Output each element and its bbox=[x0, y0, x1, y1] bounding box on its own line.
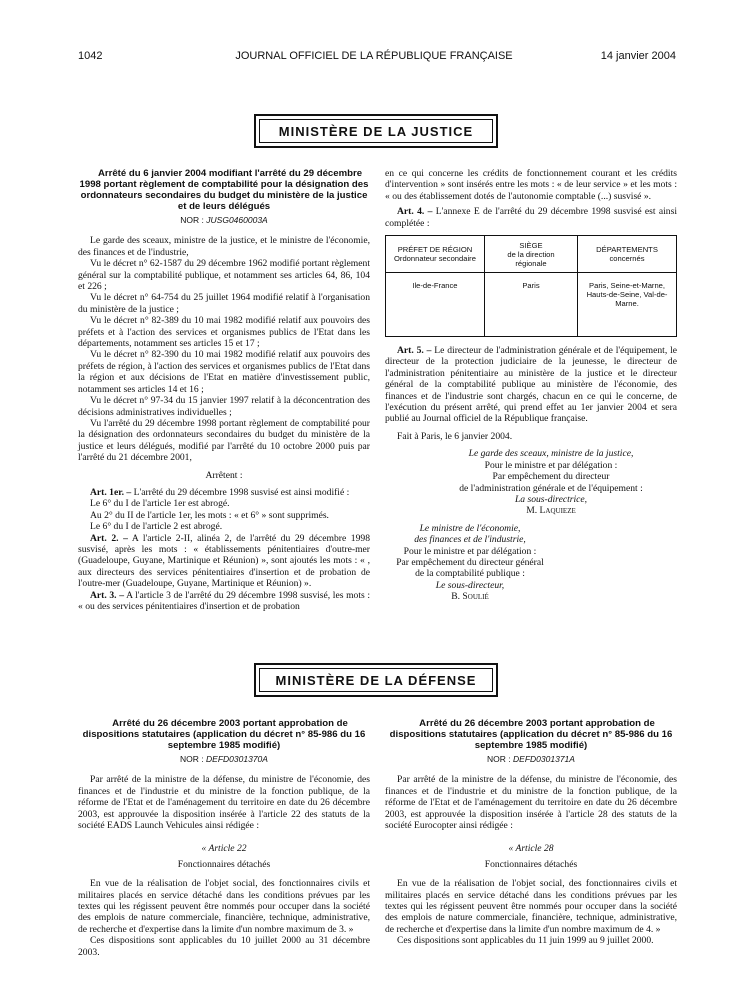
table-cell: Paris bbox=[484, 273, 577, 337]
defense-right-nor: NOR : DEFD0301371A bbox=[487, 754, 575, 764]
signature-line: de l'administration générale et de l'équipement : bbox=[459, 482, 643, 494]
justice-decree-title: Arrêté du 6 janvier 2004 modifiant l'arrêté du 29 décembre 1998 portant règlement de comptabilité pour la désignation des ordonnateurs secondaires du budget du ministère de la justice et de leurs délégués bbox=[79, 168, 369, 212]
article-1-item: Au 2° du II de l'article 1er, les mots : « et 6° » sont supprimés. bbox=[90, 509, 329, 521]
defense-right-subtitle: Fonctionnaires détachés bbox=[484, 858, 578, 870]
annexe-table bbox=[385, 235, 677, 337]
signature-line: Par empêchement du directeur bbox=[492, 471, 610, 483]
article-2: Art. 2. – A l'article 2-II, alinéa 2, de l'arrêté du 29 décembre 1998 susvisé, après les mots : « établissements pénitentiaires d'outre-mer (Guadeloupe, Guyane, Martinique et Réunion) », sont ajoutés les mots : « , aux directeurs des services pénitentiaires d'insertion et de probation de l'outre-mer (Guadeloupe, Guyane, Martinique et Réunion) ». bbox=[78, 532, 370, 590]
signature-line: Le ministre de l'économie, bbox=[419, 522, 521, 534]
article-1-item: Le 6° du I de l'article 2 est abrogé. bbox=[90, 521, 223, 533]
signature-line: Par empêchement du directeur général bbox=[396, 556, 544, 568]
justice-nor: NOR : JUSG0460003A bbox=[180, 215, 268, 225]
arretent-label: Arrêtent : bbox=[205, 469, 243, 481]
justice-left-column bbox=[78, 168, 370, 612]
table-header: PRÉFET DE RÉGION Ordonnateur secondaire bbox=[386, 236, 485, 273]
issue-date: 14 janvier 2004 bbox=[600, 50, 676, 62]
defense-left-title: Arrêté du 26 décembre 2003 portant approbation de dispositions statutaires (application du décret n° 85-986 du 16 septembre 1985 modifié) bbox=[82, 718, 366, 751]
defense-right-article: « Article 28 bbox=[508, 843, 554, 855]
page-number: 1042 bbox=[78, 50, 103, 62]
defense-left-subtitle: Fonctionnaires détachés bbox=[177, 858, 271, 870]
journal-title: JOURNAL OFFICIEL DE LA RÉPUBLIQUE FRANÇAISE bbox=[235, 50, 513, 62]
defense-right-column bbox=[385, 718, 677, 947]
ministry-defense-box bbox=[254, 663, 498, 697]
ministry-justice-box bbox=[254, 114, 498, 148]
justice-para: Vu le décret n° 97-34 du 15 janvier 1997 relatif à la déconcentration des décisions administratives individuelles ; bbox=[78, 395, 370, 418]
article-3-continuation: en ce qui concerne les crédits de fonctionnement courant et les crédits d'intervention » sont insérés entre les mots : « de leur service » et les mots : « ou des établissement dotés de l'autonomie comptable (...) susvisé ». bbox=[385, 168, 677, 202]
table-header: SIÈGE de la direction régionale bbox=[484, 236, 577, 273]
signature-line: des finances et de l'industrie, bbox=[414, 534, 526, 546]
defense-right-title: Arrêté du 26 décembre 2003 portant approbation de dispositions statutaires (application du décret n° 85-986 du 16 septembre 1985 modifié) bbox=[389, 718, 673, 751]
justice-para: Vu le décret n° 62-1587 du 29 décembre 1962 modifié portant règlement général sur la comptabilité publique, et notamment ses articles 64, 86, 104 et 226 ; bbox=[78, 258, 370, 293]
signature-block-finances bbox=[385, 523, 555, 603]
defense-left-nor: NOR : DEFD0301370A bbox=[180, 754, 268, 764]
justice-para: Vu le décret n° 64-754 du 25 juillet 1964 modifié relatif à l'organisation du ministère de la justice ; bbox=[78, 292, 370, 315]
signature-line: Le garde des sceaux, ministre de la justice, bbox=[468, 448, 634, 460]
defense-left-dates: Ces dispositions sont applicables du 10 juillet 2000 au 31 décembre 2003. bbox=[78, 935, 370, 958]
signature-line: Pour le ministre et par délégation : bbox=[484, 459, 618, 471]
signature-block-justice bbox=[385, 448, 677, 516]
defense-left-column bbox=[78, 718, 370, 958]
signature-line: Le sous-directeur, bbox=[435, 579, 505, 591]
ministry-justice-label: MINISTÈRE DE LA JUSTICE bbox=[278, 123, 474, 139]
defense-left-intro: Par arrêté de la ministre de la défense, du ministre de l'économie, des finances et de l'industrie et du ministre de la fonction publique, de la réforme de l'Etat et de l'aménagement du territoire en date du 26 décembre 2003, est approuvée la disposition insérée à l'article 22 des statuts de la société EADS Launch Vehicules ainsi rédigée : bbox=[78, 774, 370, 832]
signature-line: de la comptabilité publique : bbox=[415, 568, 525, 580]
signature-line: Pour le ministre et par délégation : bbox=[403, 545, 537, 557]
signature-line: La sous-directrice, bbox=[514, 493, 588, 505]
article-1: Art. 1er. – L'arrêté du 29 décembre 1998 susvisé est ainsi modifié : bbox=[90, 486, 350, 498]
defense-left-article: « Article 22 bbox=[201, 843, 247, 855]
article-1-item: Le 6° du I de l'article 1er est abrogé. bbox=[90, 498, 230, 510]
justice-right-column bbox=[385, 168, 677, 603]
table-cell: Ile-de-France bbox=[386, 273, 485, 337]
table-header: DÉPARTEMENTS concernés bbox=[578, 236, 677, 273]
signature-name: B. Soulié bbox=[451, 591, 489, 603]
article-3: Art. 3. – A l'article 3 de l'arrêté du 29 décembre 1998 susvisé, les mots : « ou des services pénitentiaires d'insertion et de probation bbox=[78, 589, 371, 612]
defense-left-body: En vue de la réalisation de l'objet social, des fonctionnaires civils et militaires placés en service détaché dans les conditions prévues par les textes qui les régissent peuvent être nommés pour occuper dans la société des emplois de nature commerciale, financière, technique, administrative, de recherche et d'expertise dans la limite d'un nombre maximum de 3. » bbox=[78, 878, 370, 935]
article-5: Art. 5. – Le directeur de l'administration générale et de l'équipement, le directeur de la protection judiciaire de la jeunesse, le directeur de l'administration pénitentiaire au ministère de la justice et le directeur général de la comptabilité publique au ministère de l'économie, des finances et de l'industrie sont chargés, chacun en ce qui le concerne, de l'exécution du présent arrêté, qui prend effet au 1er janvier 2004 et sera publié au Journal officiel de la République française. bbox=[385, 345, 677, 425]
justice-para: Vu l'arrêté du 29 décembre 1998 portant règlement de comptabilité pour la désignation des ordonnateurs secondaires du budget du ministère de la justice et leurs délégués, modifié par l'arrêté du 10 octobre 2000 puis par l'arrêté du 21 décembre 2001, bbox=[78, 417, 370, 464]
defense-right-dates: Ces dispositions sont applicables du 11 juin 1999 au 9 juillet 2000. bbox=[397, 935, 654, 947]
justice-para: Le garde des sceaux, ministre de la justice, et le ministre de l'économie, des finances et de l'industrie, bbox=[78, 235, 370, 258]
table-cell: Paris, Seine-et-Marne, Hauts-de-Seine, Val-de-Marne. bbox=[578, 273, 677, 337]
defense-right-intro: Par arrêté de la ministre de la défense, du ministre de l'économie, des finances et de l'industrie et du ministre de la fonction publique, de la réforme de l'Etat et de l'aménagement du territoire en date du 26 décembre 2003, est approuvée la disposition insérée à l'article 28 des statuts de la société Eurocopter ainsi rédigée : bbox=[385, 774, 677, 832]
ministry-defense-label: MINISTÈRE DE LA DÉFENSE bbox=[275, 672, 477, 688]
defense-right-body: En vue de la réalisation de l'objet social, des fonctionnaires civils et militaires placés en service détaché dans les conditions prévues par les textes qui les régissent peuvent être nommés pour occuper dans la société des emplois de nature commerciale, financière, technique, administrative, de recherche et d'expertise dans la limite d'un nombre maximum de 4. » bbox=[385, 878, 677, 935]
justice-para: Vu le décret n° 82-389 du 10 mai 1982 modifié relatif aux pouvoirs des préfets et à l'action des services et organismes publics de l'Etat dans les départements, notamment ses articles 15 et 17 ; bbox=[78, 315, 370, 350]
fait-a-paris: Fait à Paris, le 6 janvier 2004. bbox=[397, 430, 513, 442]
justice-para: Vu le décret n° 82-390 du 10 mai 1982 modifié relatif aux pouvoirs des préfets de région, à l'action des services et organismes publics de l'Etat dans la région et aux décisions de l'Etat en matière d'investissement public, notamment ses articles 14 et 16 ; bbox=[78, 349, 370, 395]
signature-name: M. Laquieze bbox=[526, 505, 576, 517]
article-4: Art. 4. – L'annexe E de l'arrêté du 29 décembre 1998 susvisé est ainsi complétée : bbox=[385, 206, 677, 229]
